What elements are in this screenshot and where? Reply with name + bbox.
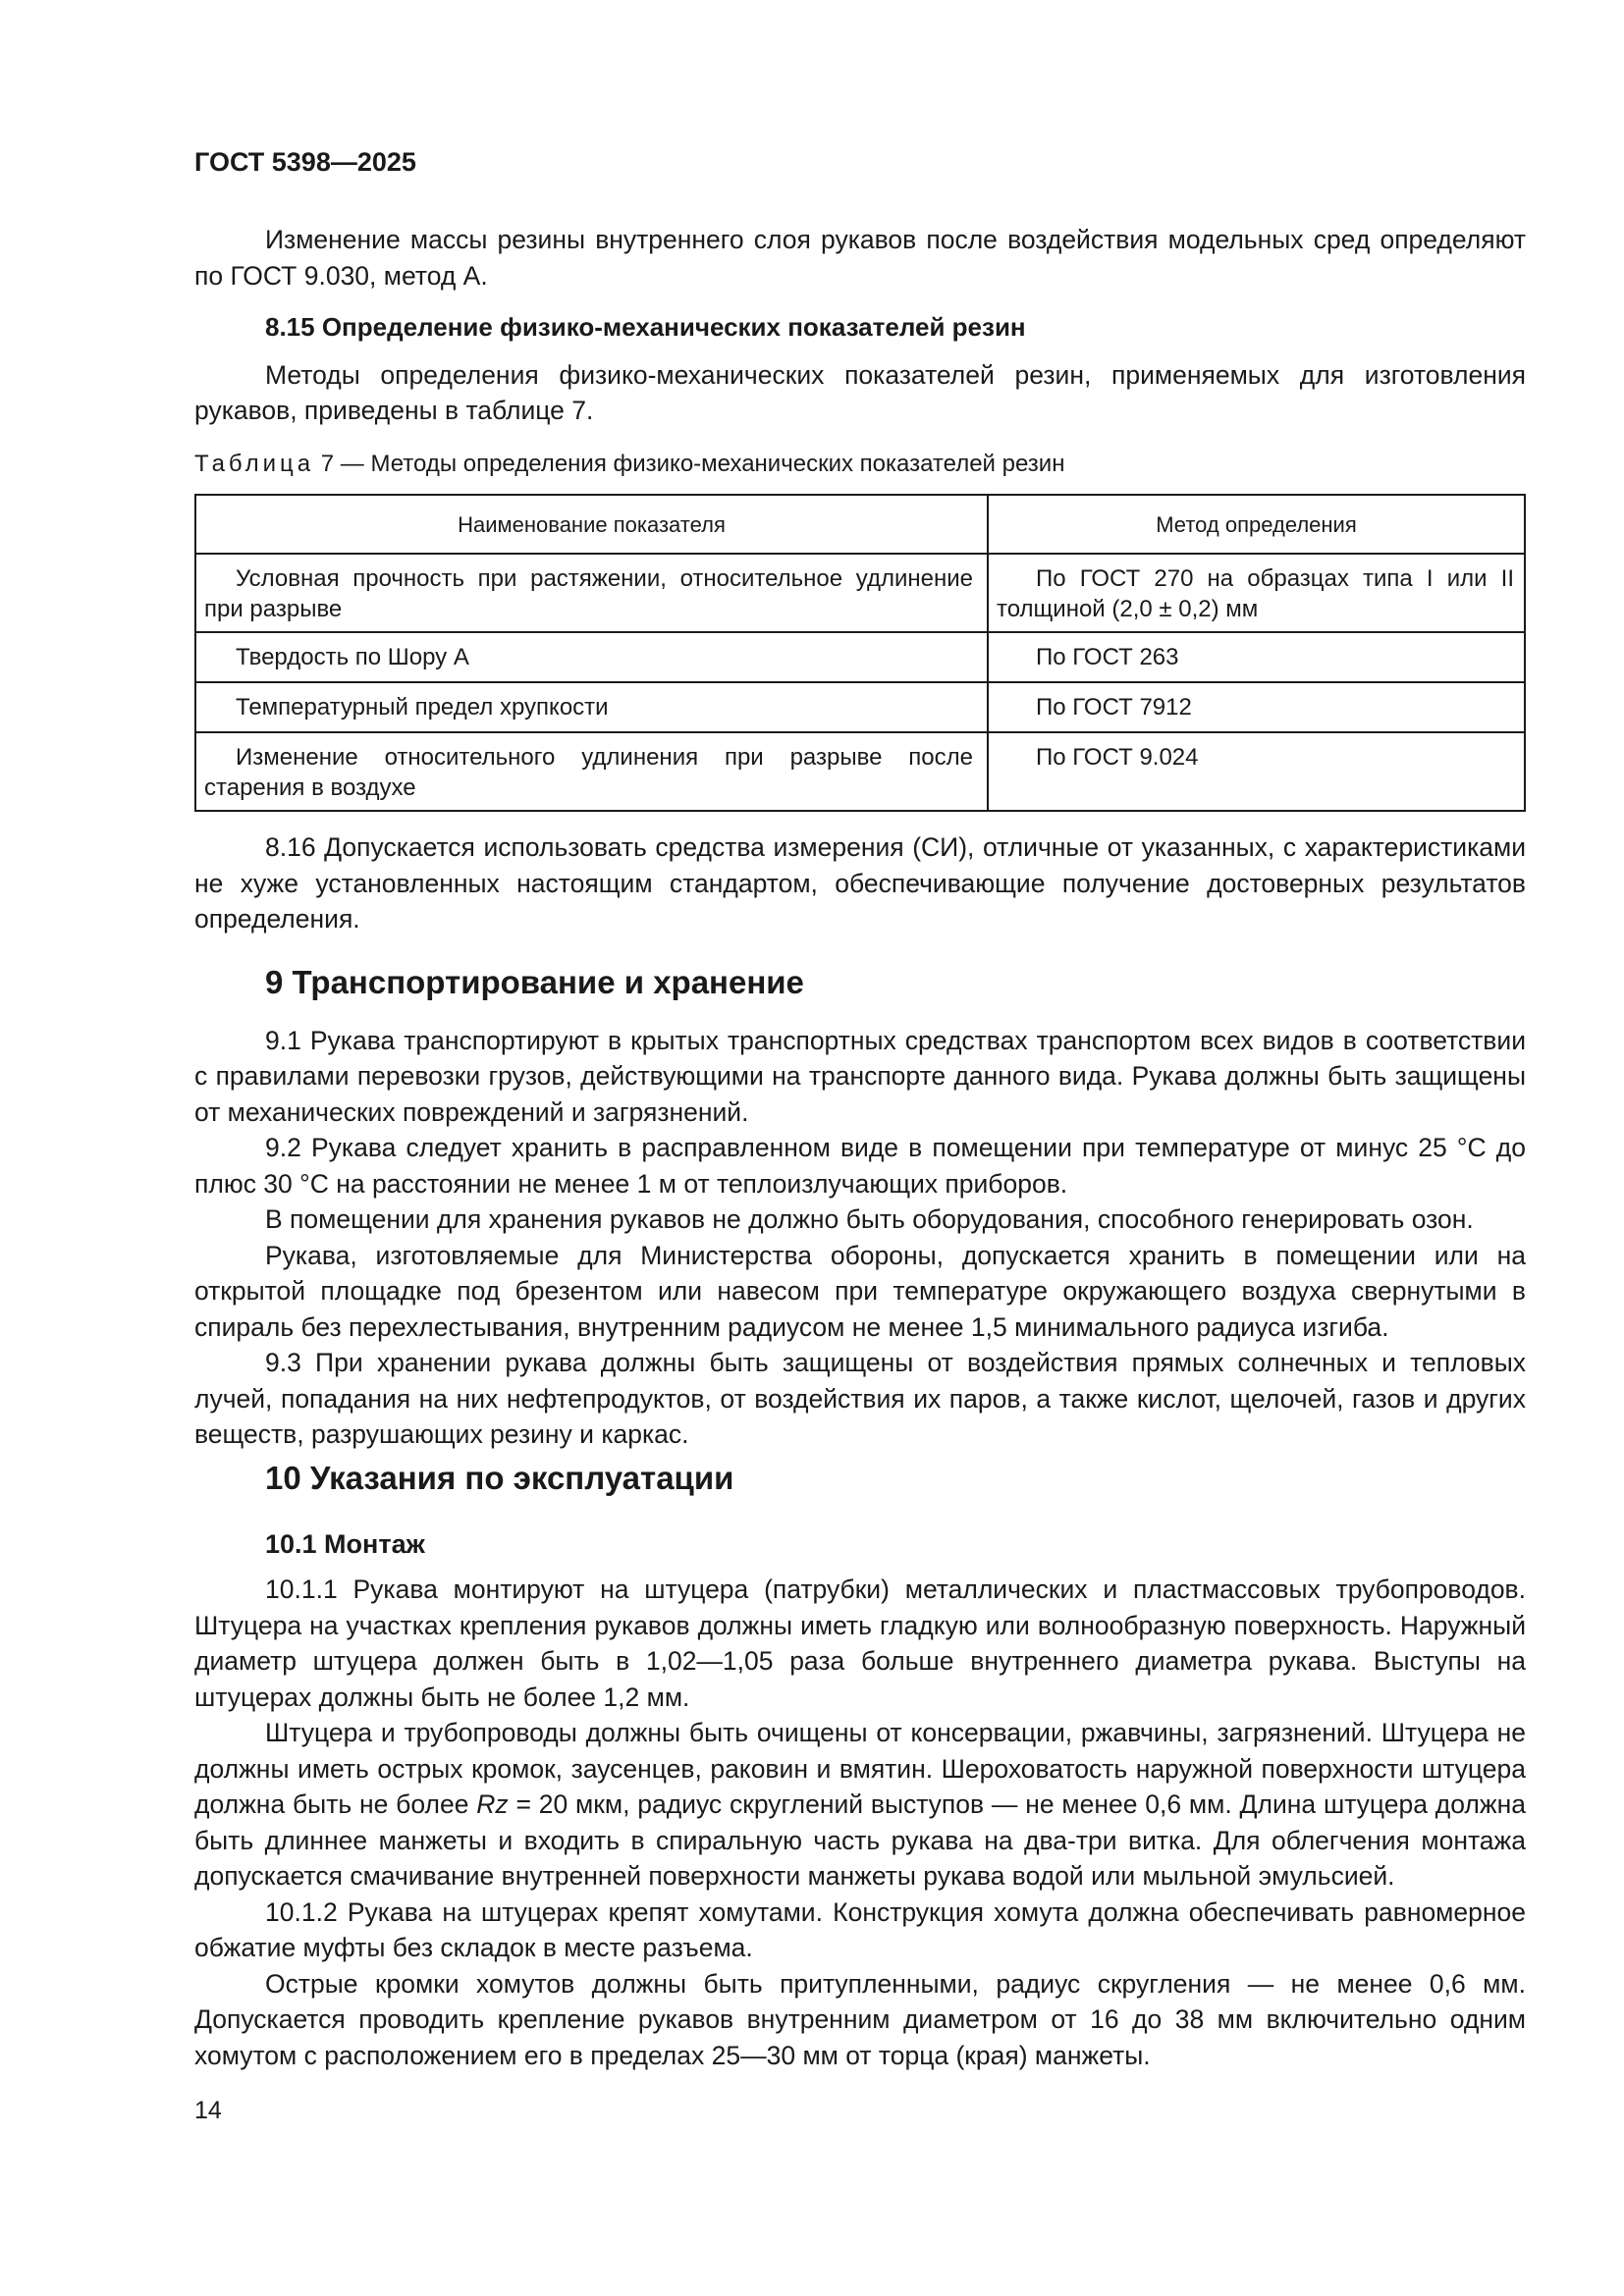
table-cell-text: Изменение относительного удлинения при разрыве после старения в воздухе [204,744,973,801]
section-8-15 [194,309,1526,429]
table-cell-text: По ГОСТ 7912 [1036,694,1192,721]
paragraph-8-16 [194,829,1526,937]
section-8-15-title: 8.15 Определение физико-механических показателей резин [265,312,1026,342]
table-header-cell: Метод определения [988,495,1525,554]
table-row [195,682,1525,732]
table-row [195,732,1525,811]
table-cell [195,632,988,682]
paragraph-text: Штуцера и трубопроводы должны быть очищены от консервации, ржавчины, загрязнений. Штуцера не должны иметь острых кромок, заусенцев, раковин и вмятин. Шероховатость наружной поверхности штуцера должна быть не более [194,1718,1526,1819]
section-10-1-title: 10.1 Монтаж [265,1528,425,1559]
table-row [195,632,1525,682]
table-cell [988,682,1525,732]
table-cell [195,554,988,632]
paragraph-10-1-2: 10.1.2 Рукава на штуцерах крепят хомутами. Конструкция хомута должна обеспечивать равномерное обжатие муфты без складок в месте разъема. [194,1896,1526,1962]
paragraph-9-2-defense: Рукава, изготовляемые для Министерства обороны, допускается хранить в помещении или на открытой площадке под брезентом или навесом при температуре окружающего воздуха свернутыми в спираль без перехлестывания, внутренним радиусом не менее 1,5 минимального радиуса изгиба. [194,1240,1526,1342]
paragraph-9-2: 9.2 Рукава следует хранить в расправленном виде в помещении при температуре от минус 25 °С до плюс 30 °С на расстоянии не менее 1 м от теплоизлучающих приборов. [194,1133,1526,1199]
table-7-caption [194,451,1064,478]
table-cell [195,732,988,811]
table-header-row [195,495,1525,554]
table-cell [988,732,1525,811]
table-row [195,554,1525,632]
table-cell-text: По ГОСТ 9.024 [1036,744,1199,771]
table-cell [988,632,1525,682]
table-caption-label: Таблица [194,451,315,477]
section-10 [194,1461,1526,2073]
table-cell-text: По ГОСТ 270 на образцах типа I или II толщиной (2,0 ± 0,2) мм [997,565,1514,622]
paragraph-10-1-1-fittings [194,1715,1526,1895]
paragraph-10-1-2-edges: Острые кромки хомутов должны быть притупленными, радиус скругления — не менее 0,6 мм. Допускается проводить крепление рукавов внутренним диаметром от 16 до 38 мм включительно одним хомутом с расположением его в пределах 25—30 мм от торца (края) манжеты. [194,1968,1526,2070]
table-cell-text: По ГОСТ 263 [1036,644,1179,670]
section-9 [194,965,1526,1453]
paragraph-text: Изменение массы резины внутреннего слоя рукавов после воздействия модельных сред определяют по ГОСТ 9.030, метод А. [194,225,1526,291]
rz-symbol: Rz [476,1789,509,1819]
paragraph-9-1: 9.1 Рукава транспортируют в крытых транспортных средствах транспортом всех видов в соответствии с правилами перевозки грузов, действующими на транспорте данного вида. Рукава должны быть защищены от механических повреждений и загрязнений. [194,1025,1526,1127]
table-header-cell: Наименование показателя [195,495,988,554]
table-cell-text: Твердость по Шору А [236,644,469,670]
section-8-15-text: Методы определения физико-механических показателей резин, применяемых для изготовления рукавов, приведены в таблице 7. [194,359,1526,425]
paragraph-9-3: 9.3 При хранении рукава должны быть защищены от воздействия прямых солнечных и тепловых лучей, попадания на них нефтепродуктов, от воздействия их паров, а также кислот, щелочей, газов и других веществ, разрушающих резину и каркас. [194,1348,1526,1449]
page-number: 14 [194,2097,222,2124]
paragraph-text: 8.16 Допускается использовать средства измерения (СИ), отличные от указанных, с характеристиками не хуже установленных настоящим стандартом, обеспечивающие получение достоверных результатов определения. [194,832,1526,934]
section-10-title: 10 Указания по эксплуатации [265,1460,734,1496]
table-cell [195,682,988,732]
table-7 [194,494,1526,812]
section-9-title: 9 Транспортирование и хранение [265,964,804,1000]
paragraph-10-1-1: 10.1.1 Рукава монтируют на штуцера (патрубки) металлических и пластмассовых трубопроводов. Штуцера на участках крепления рукавов должны иметь гладкую или волнообразную поверхность. Наружный диаметр штуцера должен быть в 1,02—1,05 раза больше внутреннего диаметра рукава. Выступы на штуцерах должны быть не более 1,2 мм. [194,1575,1526,1712]
table-caption-text: 7 — Методы определения физико-механических показателей резин [320,451,1065,477]
document-header: ГОСТ 5398—2025 [194,147,416,177]
paragraph-text: = 20 мкм, радиус скруглений выступов — не менее 0,6 мм. Длина штуцера должна быть длиннее манжеты и входить в спиральную часть рукава на два-три витка. Для облегчения монтажа допускается смачивание внутренней поверхности манжеты рукава водой или мыльной эмульсией. [194,1789,1526,1891]
paragraph-9-2-ozone: В помещении для хранения рукавов не должно быть оборудования, способного генерировать озон. [265,1204,1474,1234]
table-cell-text: Температурный предел хрупкости [236,694,609,721]
table-cell [988,554,1525,632]
paragraph-mass-change [194,222,1526,294]
table-cell-text: Условная прочность при растяжении, относительное удлинение при разрыве [204,565,973,622]
